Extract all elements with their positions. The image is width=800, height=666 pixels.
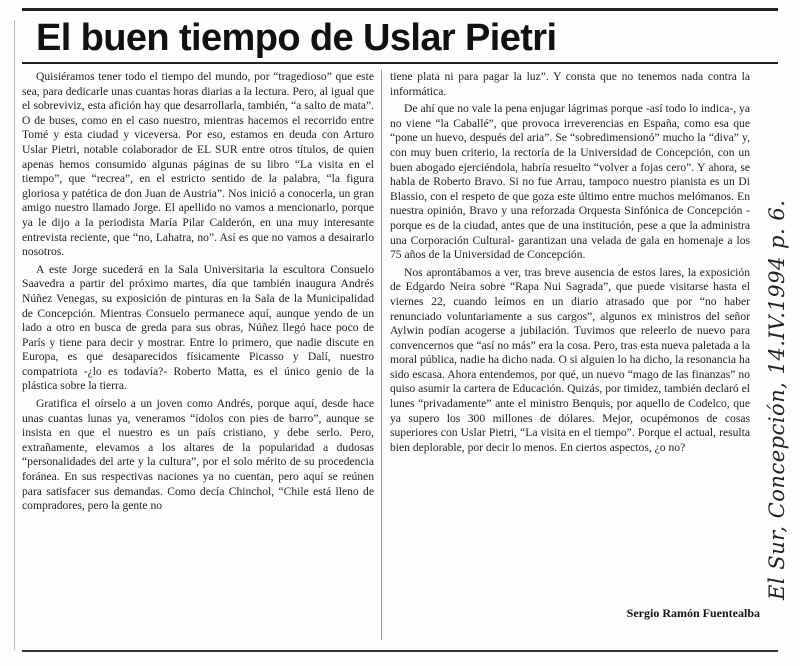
top-rule: [22, 8, 778, 11]
author-signature: Sergio Ramón Fuentealba: [626, 606, 760, 620]
column-divider: [381, 70, 382, 640]
headline-rule: [22, 62, 778, 64]
handwritten-source-note: El Sur, Concepción, 14.IV.1994 p. 6.: [765, 199, 789, 600]
paragraph: Gratifica el oírselo a un joven como Andrés, porque aquí, desde hace unas cuantas lunas ya, veneramos “ídolos con pies de barro”, aunque se insista en que el nuestro es un país cristiano, y debe serlo. Pero, extrañamente, elevamos a los altares de la popularidad a dudosas “personalidades del arte y la cultura”, por el solo mérito de su procedencia foránea. En sus respectivas naciones ya no cuentan, pero aquí se reúnen para satisfacer sus demandas. Como decía Chinchol, “Chile está lleno de compradores, pero la gente no: [22, 397, 374, 513]
headline: El buen tiempo de Uslar Pietri: [36, 17, 557, 59]
paragraph: A este Jorge sucederá en la Sala Universitaria la escultora Consuelo Saavedra a partir del próximo martes, día que también inaugura Andrés Núñez Venegas, su exposición de pinturas en la Sala de la Municipalidad de Concepción. Mientras Consuelo permanece aquí, aunque yendo de un lado a otro en busca de greda para sus obras, Núñez llegó hace poco de París y tiene para decir y mostrar. Entre lo primero, que nadie discute en Europa, es que desaparecidos físicamente Picasso y Dalí, nuestro compatriota -¿lo es todavía?- Roberto Matta, es el único genio de la plástica sobre la tierra.: [22, 262, 374, 393]
clipping-edge: [14, 20, 15, 650]
paragraph: Nos aprontábamos a ver, tras breve ausencia de estos lares, la exposición de Edgardo Neira sobre “Rapa Nui Sagrada”, que puede visitarse hasta el viernes 22, cuando leímos en un diario atrasado que por “no haber renunciado voluntariamente a sus cargos”, algunos ex ministros del señor Aylwin podían acogerse a jubilación. Tuvimos que releerlo de nuevo para convencernos que “así no más” era la cosa. Pero, tras esta nueva paletada a la moral pública, nadie ha dicho nada. O si alguien lo ha dicho, la resonancia ha sido escasa. Ahora entendemos, por qué, un nuevo “mago de las finanzas” no quiso asumir la cartera de Educación. Quizás, por timidez, también declaró el lunes “privadamente” ante el ministro Benquis, por aquello de Codelco, que ya supero los 300 millones de dólares. Mejor, ocupémonos de cosas superiores con Uslar Pietri, “La visita en el tiempo”. Porque el actual, resulta bien deplorable, por decir lo menos. En ciertos aspectos, ¿o no?: [390, 265, 750, 454]
article-column-left: [22, 70, 374, 640]
article-column-right: [390, 70, 750, 590]
bottom-rule: [22, 650, 778, 652]
paragraph: De ahí que no vale la pena enjugar lágrimas porque -así todo lo indica-, ya no viene “la Caballé”, que provoca irreverencias en España, como esa que “pone un huevo, después del aria”. Se “sobredimensionó” mucho la “diva” y, con muy buen criterio, la rectoría de la Universidad de Concepción, con un buen abogado ejerciéndola, habría resuelto “volver a fojas cero”. Y ahora, se habla de Roberto Bravo. Si no fue Arrau, tampoco nuestro pianista es un Di Blassio, con el respeto de que goza este último entre muchos melómanos. En nuestra opinión, Bravo y una reforzada Orquesta Sinfónica de Concepción -porque es de la ciudad, antes que de una institución, pese a que la administra una Corporación Cultural- garantizan una velada de gala en homenaje a los 75 años de la Universidad de Concepción.: [390, 102, 750, 262]
paragraph: tiene plata ni para pagar la luz”. Y consta que no tenemos nada contra la informática.: [390, 70, 750, 98]
paragraph: Quisiéramos tener todo el tiempo del mundo, por “tragedioso” que este sea, para dedicarle unas cuantas horas diarias a la lectura. Pero, al igual que el sobreviviz, esta afición hay que desarrollarla, también, “a salto de mata”. O de buses, como en el caso nuestro, mientras hacemos el recorrido entre Tomé y esta ciudad y viceversa. Por eso, estamos en deuda con Arturo Uslar Pietri, notable colaborador de EL SUR entre otros títulos, de quien apenas hemos consumido algunas páginas de su libro “La visita en el tiempo”, que “recrea”, en el estricto sentido de la palabra, “la figura gloriosa y patética de don Juan de Austria”. Nos inició a conocerla, un gran amigo nuestro llamado Jorge. El apellido no vamos a mencionarlo, porque ya le dijo a la periodista María Pilar Calderón, en una muy interesante entrevista reciente, que “no, Lahatra, no”. Así es que no vamos a desairarlo nosotros.: [22, 70, 374, 259]
